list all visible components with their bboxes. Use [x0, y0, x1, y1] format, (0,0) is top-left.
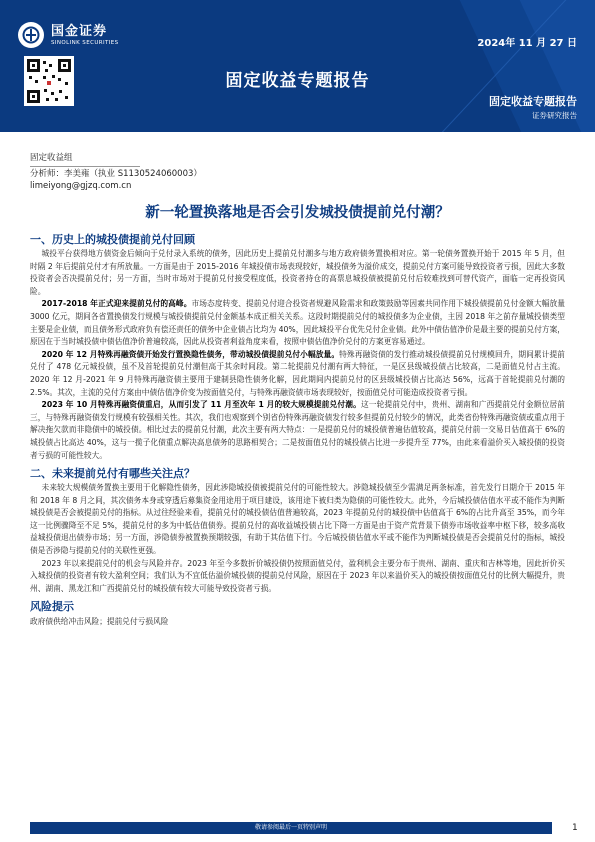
company-logo	[18, 22, 119, 48]
analyst-name: 分析师：李美雍（执业 S1130524060003）	[30, 168, 202, 179]
logo-mark-icon	[18, 22, 44, 48]
article-body	[30, 228, 565, 629]
report-header	[0, 0, 595, 132]
research-group: 固定收益组	[30, 153, 73, 163]
risk-title: 风险提示	[30, 600, 74, 614]
page-number: 1	[572, 823, 578, 833]
section-1-paragraph: 2023 年 10 月特殊再融资债重启，从而引发了 11 月至次年 1 月的较大规模提前兑付潮。这一轮提前兑付中，贵州、湖南和广西提前兑付金额位居前三，与特殊再融资债发行规模有较强相关性。其次，我们也观察到个别省份特殊再融资债发行较多但提前兑付较少的情况，此类省份特殊再融资债或重点用于解决拖欠款而非隐债中的城投债。相比过去的提前兑付潮，此次主要有两大特点：一是提前兑付的城投债普遍估值较高，提前兑付前一交易日估值高于 6%的城投债占比高达 40%，这与一揽子化债重点解决高息债务的思路相契合；二是按面值兑付的城投债占比进一步提升至 77%，由此来看溢价买入城投债的投资者亏损的可能性较大。	[30, 400, 565, 460]
author-block	[30, 152, 202, 193]
logo-name-cn: 国金证券	[51, 23, 108, 39]
section-2-title: 二、未来提前兑付有哪些关注点？	[30, 467, 195, 481]
author-divider	[30, 166, 140, 167]
section-1-paragraph: 城投平台获得地方债资金后倾向于兑付录入系统的债务，因此历史上提前兑付潮多与地方政府债务置换相对应。第一轮债务置换开始于 2015 年 5 月，但时隔 2 年后提前兑付才有所放量。一方面是由于 2015-2016 年城投债市场表现较好，城投债务为溢价成交，提前兑付方案可能导致投资者亏损，因此大多数投资者会否决提前兑付；另一方面，当时市场对于提前兑付接受程度低，投资者持仓的高票息城投债被提前兑付后较难找到可替代资产，面临一定再投资风险。	[30, 249, 565, 296]
logo-name-en: SINOLINK SECURITIES	[51, 39, 119, 46]
article-headline: 新一轮置换落地是否会引发城投债提前兑付潮？	[145, 205, 450, 221]
footer-disclaimer[interactable]: 敬请参阅最后一页特别声明	[30, 822, 552, 834]
risk-text: 政府债供给冲击风险；提前兑付亏损风险	[30, 617, 169, 627]
analyst-email[interactable]: limeiyong@gjzq.com.cn	[30, 181, 132, 191]
report-series-title: 固定收益专题报告	[489, 95, 577, 108]
section-2-paragraph: 未来较大规模债务置换主要用于化解隐性债务，因此涉隐城投债被提前兑付的可能性较大。涉隐城投债至少需满足两条标准，首先发行日期介于 2015 年和 2018 年 8 月之间，其次债务本身或穿透后募集资金用途用于项目建设，该用途下被归类为隐债的可能性较大。此外，今后城投债估值水平或不能作为判断城投债是否会被提前兑付的指标。从过往经验来看，提前兑付的城投债估值普遍较高，2023 年提前兑付的城投债中估值高于 6%的占比升高至 35%，而今年这一比例骤降至不足 5%，提前兑付的多为中低估值债券。提前兑付的高收益城投债占比下降一方面是由于资产荒背景下债券市场收益率中枢下移，较多高收益城投债退出债券市场；另一方面，涉隐债券被置换预期较强，有助于其估值下行。今后城投债估值水平或不能作为判断城投债是否会提前兑付的指标，城投债是否涉隐与提前兑付的关联性更强。	[30, 483, 565, 556]
section-1-paragraph: 2017-2018 年正式迎来提前兑付的高峰。市场态度转变、提前兑付迎合投资者规避风险需求和政策鼓励等因素共同作用下城投债提前兑付金额大幅放量 3000 亿元，期间各省置换债发行规模与城投债提前兑付金额基本成正相关关系。这段时期提前兑付的城投债多为企业债，主因 2018 年之前存量城投债类型主要是企业债，而且债务形式政府负有偿还责任的债务中企业债占比均为 40%，因此城投平台优先兑付企业债。此外中债估值净价是最主要的提前兑付方案，原因在于当时城投债中债估值净价普遍较高，因此从投资者利益角度来看，按照中债估值净价兑付的方案更容易通过。	[30, 299, 565, 347]
report-title: 固定收益专题报告	[225, 71, 370, 91]
report-series-subtitle: 证券研究报告	[532, 111, 577, 120]
section-1-title: 一、历史上的城投债提前兑付回顾	[30, 233, 195, 246]
section-1-paragraph: 2020 年 12 月特殊再融资债开始发行置换隐性债务，带动城投债提前兑付小幅放量。特殊再融资债的发行推动城投债提前兑付规模回升，期间累计提前兑付了 478 亿元城投债，虽不及首轮提前兑付潮但高于其余时间段。第二轮提前兑付潮有两大特征，一是区县级城投债占比较高，二是面值兑付占主流。2020 年 12 月-2021 年 9 月特殊再融资债主要用于建制县隐性债务化解，因此期间内提前兑付的区县级城投债占比高达 56%，远高于首轮提前兑付潮的 2.5%。其次，主流的兑付方案由中债估值净价变为按面值兑付，与特殊再融资债市场表现较好，按面值兑付可能造成投资者亏损。	[30, 349, 565, 397]
section-2-paragraph: 2023 年以来提前兑付的机会与风险并存。2023 年至今多数折价城投债仍按照面值兑付，盈利机会主要分布于贵州、湖南、重庆和吉林等地，因此折价买入城投债的投资者有较大盈利空间；我们认为不宜低估溢价城投债的提前兑付风险，原因在于 2023 年以来溢价买入的城投债按面值兑付的比例大幅提升，贵州、湖南、黑龙江和广西提前兑付的城投债有较大可能导致投资者亏损。	[30, 558, 565, 593]
report-date: 2024年 11 月 27 日	[477, 38, 577, 49]
